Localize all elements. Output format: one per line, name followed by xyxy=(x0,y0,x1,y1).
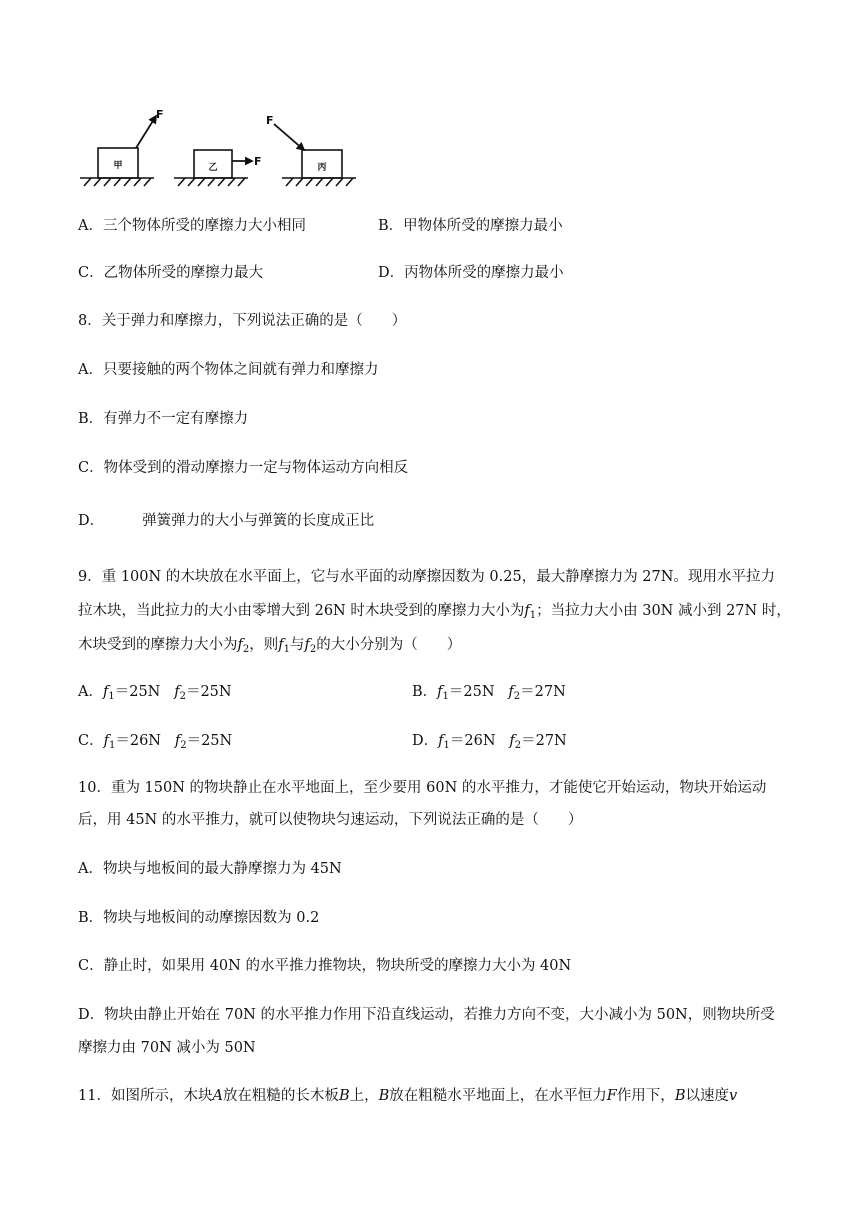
q9-option-d: D．$f_1=26N$ $f_2=27N$ xyxy=(412,733,567,751)
q10-option-d-line-1: D．物块由静止开始在 70N 的水平推力作用下沿直线运动，若推力方向不变，大小减小为 50N，则物块所受 xyxy=(78,1007,775,1023)
force-label-jia: F xyxy=(156,108,164,121)
q8-option-d-text: 弹簧弹力的大小与弹簧的长度成正比 xyxy=(142,513,375,529)
q9-line-1: 9．重 100N 的木块放在水平面上，它与水平面的动摩擦因数为 0.25，最大静摩擦力为 27N。现用水平拉力 xyxy=(78,569,775,585)
ground-bing xyxy=(282,178,356,186)
force-arrow-jia xyxy=(136,116,156,148)
ground-yi xyxy=(174,178,248,186)
ground-jia xyxy=(80,178,154,186)
q7-option-b: B．甲物体所受的摩擦力最小 xyxy=(378,218,563,234)
q9-option-b: B．$f_1=25N$ $f_2=27N$ xyxy=(412,684,566,702)
q8-option-d xyxy=(78,511,374,531)
q9-line-3: 木块受到的摩擦力大小为$f_2$，则$f_1$与$f_2$的大小分别为（ ） xyxy=(78,637,462,655)
force-label-yi: F xyxy=(254,155,262,168)
q9-line-2: 拉木块，当此拉力的大小由零增大到 26N 时木块受到的摩擦力大小为$f_1$；当拉力大小由 30N 减小到 27N 时， xyxy=(78,603,791,621)
q11-stem: 11．如图所示，木块A放在粗糙的长木板B上，B放在粗糙水平地面上，在水平恒力F作用下，B以速度v xyxy=(78,1088,738,1104)
block-jia-label: 甲 xyxy=(113,161,123,171)
q8-option-c: C．物体受到的滑动摩擦力一定与物体运动方向相反 xyxy=(78,460,409,476)
q10-option-d-line-2: 摩擦力由 70N 减小为 50N xyxy=(78,1040,256,1056)
block-yi-label: 乙 xyxy=(208,163,218,173)
q8-option-a: A．只要接触的两个物体之间就有弹力和摩擦力 xyxy=(78,362,379,378)
force-arrow-bing xyxy=(274,124,304,150)
q8-option-b: B．有弹力不一定有摩擦力 xyxy=(78,411,249,427)
q10-line-2: 后，用 45N 的水平推力，就可以使物块匀速运动，下列说法正确的是（ ） xyxy=(78,812,583,828)
block-bing-label: 丙 xyxy=(317,163,327,173)
q7-option-d: D．丙物体所受的摩擦力最小 xyxy=(378,265,564,281)
q8-stem: 8．关于弹力和摩擦力，下列说法正确的是（ ） xyxy=(78,313,407,329)
q7-option-a: A．三个物体所受的摩擦力大小相同 xyxy=(78,218,306,234)
q10-option-b: B．物块与地板间的动摩擦因数为 0.2 xyxy=(78,910,320,926)
q10-option-c: C．静止时，如果用 40N 的水平推力推物块，物块所受的摩擦力大小为 40N xyxy=(78,958,572,974)
force-label-bing: F xyxy=(266,114,274,127)
q9-option-c: C．$f_1=26N$ $f_2=25N$ xyxy=(78,733,233,751)
q7-option-c: C．乙物体所受的摩擦力最大 xyxy=(78,265,264,281)
q9-option-a: A．$f_1=25N$ $f_2=25N$ xyxy=(78,684,232,702)
q10-option-a: A．物块与地板间的最大静摩擦力为 45N xyxy=(78,861,342,877)
q8-option-d-label: D． xyxy=(78,513,105,529)
friction-figure xyxy=(76,108,366,188)
q10-line-1: 10．重为 150N 的物块静止在水平地面上，至少要用 60N 的水平推力，才能使它开始运动，物块开始运动 xyxy=(78,780,767,796)
